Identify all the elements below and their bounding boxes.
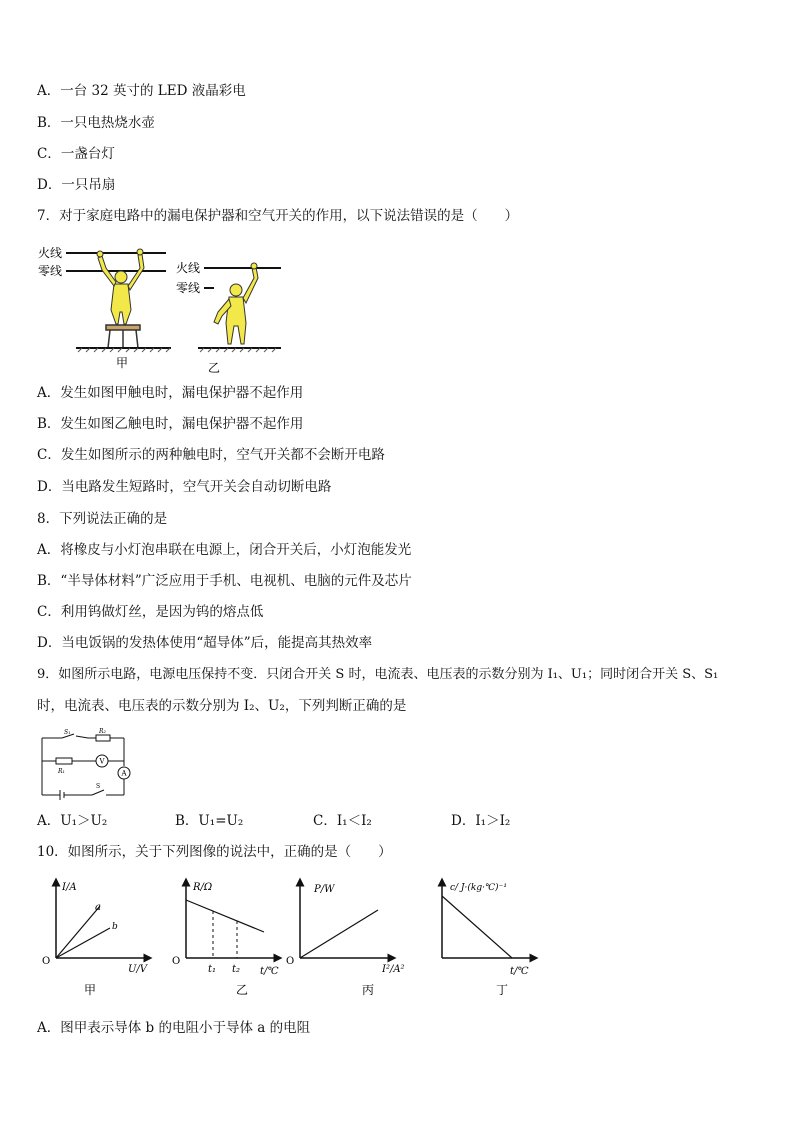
q10-graph-jia: [42, 882, 149, 997]
q10-jia-origin: O: [42, 956, 51, 967]
q9-s-label: S: [96, 783, 101, 790]
q9-stem-line2: 时，电流表、电压表的示数分别为 I₂、U₂，下列判断正确的是: [37, 698, 407, 714]
q10-bing-xlabel: I²/A²: [382, 964, 405, 975]
q7-electric-shock-figure: [36, 240, 286, 375]
q10-jia-ylabel: I/A: [62, 882, 77, 893]
q8-option-a: A．将橡皮与小灯泡串联在电源上，闭合开关后，小灯泡能发光: [37, 542, 412, 558]
q10-yi-origin: O: [172, 956, 181, 967]
q8-option-c: C．利用钨做灯丝，是因为钨的熔点低: [37, 604, 264, 620]
q10-graph-ding: [442, 882, 534, 997]
q10-jia-label-b: b: [112, 922, 118, 932]
q10-graphs-figure: [36, 872, 546, 1000]
q7-option-b: B．发生如图乙触电时，漏电保护器不起作用: [37, 416, 304, 432]
q10-ding-caption: 丁: [496, 983, 509, 997]
q7-option-c: C．发生如图所示的两种触电时，空气开关都不会断开电路: [37, 447, 385, 463]
q9-options-row: [37, 812, 757, 830]
q10-yi-xlabel: t/℃: [260, 966, 279, 977]
q9-r1-label: R₁: [58, 768, 65, 775]
q6-option-c: C．一盏台灯: [37, 146, 115, 162]
q6-option-a: A．一台 32 英寸的 LED 液晶彩电: [37, 83, 246, 99]
q7-person-yi: [214, 263, 258, 344]
q10-graph-bing: [286, 882, 405, 997]
q7-fire-wire-label-right: 火线: [176, 261, 201, 275]
q10-yi-t1: t₁: [208, 964, 217, 975]
q7-person-jia: [97, 249, 144, 324]
q10-yi-t2: t₂: [232, 964, 241, 975]
q8-stem: 8．下列说法正确的是: [37, 511, 168, 527]
q10-yi-ylabel: R/Ω: [193, 882, 213, 893]
q10-graph-yi: [172, 882, 279, 997]
q9-option-a: A．U₁＞U₂: [37, 813, 108, 829]
q7-option-d: D．当电路发生短路时，空气开关会自动切断电路: [37, 479, 332, 495]
q8-option-d: D．当电饭锅的发热体使用“超导体”后，能提高其热效率: [37, 635, 373, 651]
q10-jia-xlabel: U/V: [128, 964, 148, 975]
q10-jia-line-b: [56, 928, 110, 958]
q9-s1-label: S₁: [64, 729, 71, 736]
q10-bing-caption: 丙: [362, 983, 375, 997]
q7-fire-wire-label-left: 火线: [38, 246, 63, 260]
q10-bing-ylabel: P/W: [314, 884, 335, 895]
q10-ding-line: [442, 896, 512, 958]
q10-jia-label-a: a: [95, 902, 101, 913]
q7-neutral-wire-label-right: 零线: [176, 281, 201, 295]
q6-option-d: D．一只吊扇: [37, 177, 116, 193]
q9-circuit-diagram: [40, 728, 132, 800]
q7-stem: 7．对于家庭电路中的漏电保护器和空气开关的作用，以下说法错误的是（ ）: [37, 208, 519, 224]
q10-ding-ylabel: c/ J·(kg·℃)⁻¹: [450, 883, 507, 893]
q10-bing-line: [300, 910, 378, 958]
q9-stem-line1: 9．如图所示电路，电源电压保持不变．只闭合开关 S 时，电流表、电压表的示数分别为 I₁、U₁；同时闭合开关 S、S₁: [37, 667, 719, 682]
q7-label-jia: 甲: [116, 356, 129, 370]
q9-option-c: C．I₁＜I₂: [313, 813, 372, 829]
q10-bing-origin: O: [286, 956, 295, 967]
q7-label-yi: 乙: [208, 361, 221, 375]
q9-option-d: D．I₁＞I₂: [451, 813, 511, 829]
q7-option-a: A．发生如图甲触电时，漏电保护器不起作用: [37, 385, 304, 401]
q9-ammeter-label: A: [121, 769, 127, 778]
q6-option-b: B．一只电热烧水壶: [37, 115, 155, 131]
q10-stem: 10．如图所示，关于下列图像的说法中，正确的是（ ）: [37, 844, 392, 860]
q9-r2-label: R₂: [99, 728, 106, 735]
q10-ding-xlabel: t/℃: [510, 966, 529, 977]
q10-yi-line: [186, 900, 264, 932]
q10-yi-caption: 乙: [236, 983, 249, 997]
q7-stool: [106, 325, 140, 348]
q9-option-b: B．U₁=U₂: [175, 813, 244, 829]
q10-jia-caption: 甲: [84, 983, 97, 997]
q7-neutral-wire-label-left: 零线: [38, 264, 63, 278]
q10-option-a: A．图甲表示导体 b 的电阻小于导体 a 的电阻: [37, 1020, 311, 1036]
q9-voltmeter-label: V: [99, 757, 105, 766]
q8-option-b: B．“半导体材料”广泛应用于手机、电视机、电脑的元件及芯片: [37, 573, 412, 589]
q10-jia-line-a: [56, 906, 100, 958]
